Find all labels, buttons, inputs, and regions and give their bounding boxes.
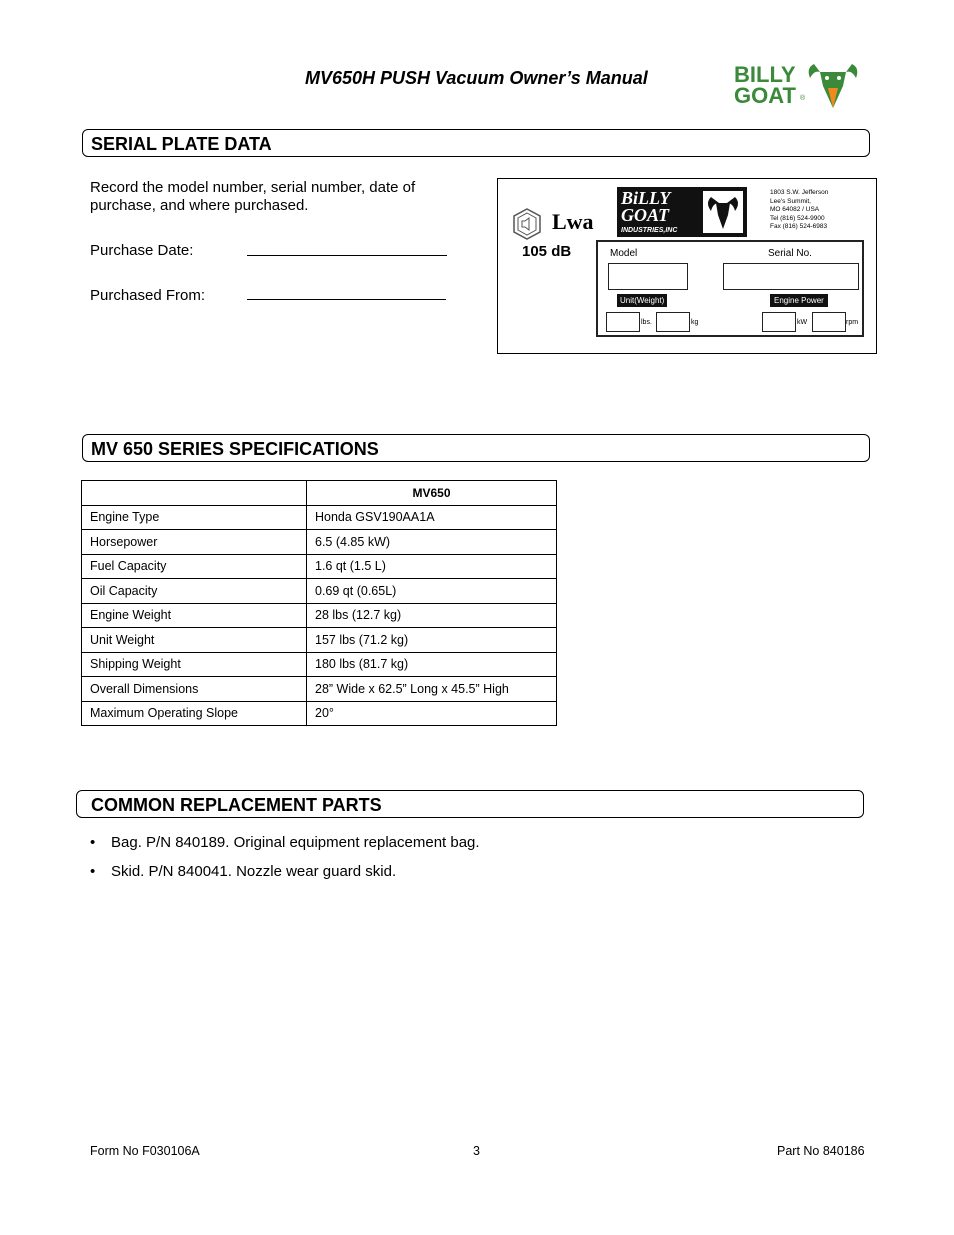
list-item: • Bag. P/N 840189. Original equipment replacement bag. [90, 834, 480, 851]
plate-address: 1803 S.W. Jefferson Lee's Summit, MO 64082 / USA Tel (816) 524-9900 Fax (816) 524-6983 [770, 189, 829, 230]
plate-model-box [608, 263, 688, 290]
specs-table [81, 480, 557, 726]
footer-form-number: Form No F030106A [90, 1144, 200, 1158]
serial-plate-image [497, 178, 877, 354]
list-item: • Skid. P/N 840041. Nozzle wear guard skid. [90, 863, 397, 880]
specs-column-header: MV650 [307, 481, 557, 506]
plate-engine-power-label: Engine Power [770, 294, 828, 307]
purchased-from-label: Purchased From: [90, 287, 206, 304]
logo-line1: BILLY [734, 62, 796, 87]
plate-serial-box [723, 263, 859, 290]
footer-page-number: 3 [473, 1144, 480, 1158]
table-row: Unit Weight 157 lbs (71.2 kg) [82, 628, 557, 653]
lwa-label: Lwa [552, 209, 594, 234]
table-row: Engine Type Honda GSV190AA1A [82, 505, 557, 530]
serial-plate-heading: SERIAL PLATE DATA [82, 129, 870, 157]
table-row: Engine Weight 28 lbs (12.7 kg) [82, 603, 557, 628]
db-value: 105 dB [522, 243, 572, 260]
table-row: Maximum Operating Slope 20° [82, 701, 557, 726]
plate-unit-weight-label: Unit(Weight) [617, 294, 667, 307]
purchase-date-label: Purchase Date: [90, 242, 194, 259]
plate-model-label: Model [610, 248, 638, 259]
table-row: Fuel Capacity 1.6 qt (1.5 L) [82, 554, 557, 579]
footer-part-number: Part No 840186 [777, 1144, 865, 1158]
manual-title: MV650H PUSH Vacuum Owner’s Manual [305, 68, 648, 88]
svg-text:®: ® [800, 95, 806, 102]
parts-list [90, 832, 480, 890]
sound-power-icon [510, 207, 544, 246]
billy-goat-logo [728, 58, 858, 114]
serial-plate-intro: Record the model number, serial number, date of purchase, and where purchased. [90, 179, 416, 214]
table-row: Shipping Weight 180 lbs (81.7 kg) [82, 652, 557, 677]
logo-line2: GOAT [734, 83, 796, 108]
specs-header-row [82, 481, 557, 506]
plate-brand-block: BiLLY GOAT INDUSTRIES,INC [617, 187, 747, 237]
parts-heading: COMMON REPLACEMENT PARTS [76, 790, 864, 818]
plate-serial-label: Serial No. [768, 248, 812, 259]
purchase-date-line[interactable] [247, 255, 447, 256]
table-row: Oil Capacity 0.69 qt (0.65L) [82, 579, 557, 604]
plate-data-panel: Model Serial No. Unit(Weight) Engine Power lbs. kg kW rpm [596, 240, 864, 337]
purchased-from-line[interactable] [247, 299, 446, 300]
specs-heading: MV 650 SERIES SPECIFICATIONS [82, 434, 870, 462]
plate-goat-icon [703, 191, 743, 233]
table-row: Horsepower 6.5 (4.85 kW) [82, 530, 557, 555]
table-row: Overall Dimensions 28” Wide x 62.5” Long x 45.5” High [82, 677, 557, 702]
